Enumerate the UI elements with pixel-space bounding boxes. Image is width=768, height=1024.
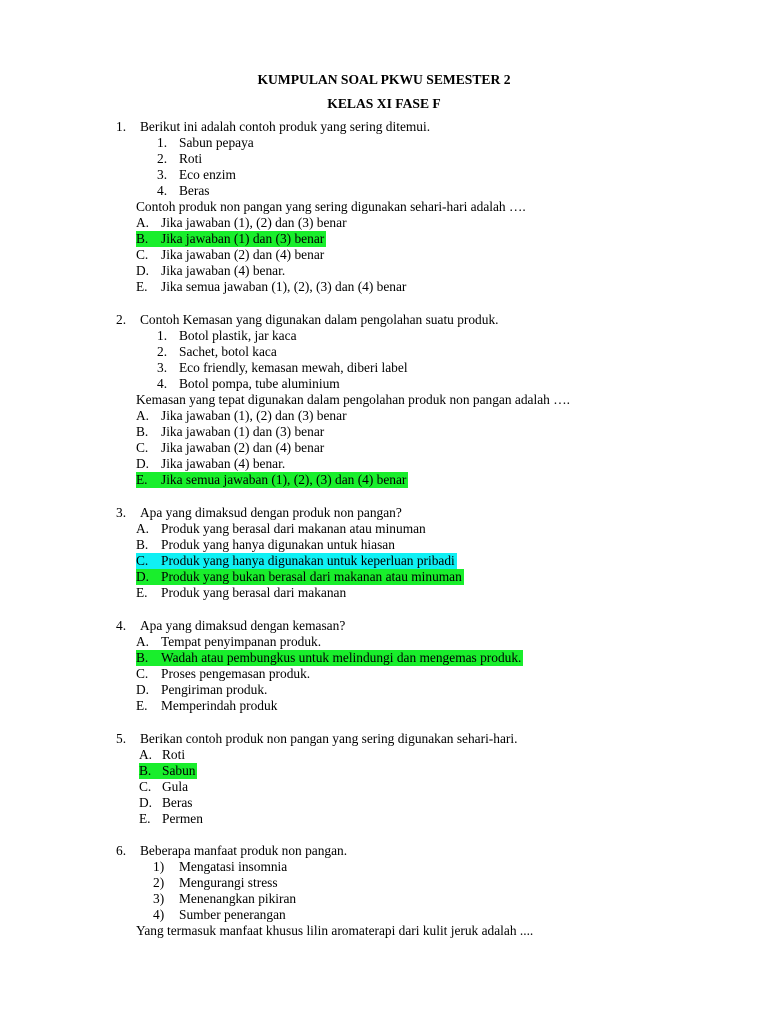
document-page: KUMPULAN SOAL PKWU SEMESTER 2 KELAS XI FASE F 1. Berikut ini adalah contoh produk yang sering ditemui. 1. Sabun pepaya 2. Roti 3. Eco enzim 4. Beras Contoh produk non pangan yang sering digunakan sehari-hari adalah …. A. Jika jawaban (1), (2) dan (3) benar B. Jika jawaban (1) dan (3) benar C. Jika jawaban (2) dan (4) benar D. Jika jawaban (4) benar. E. Jika semua jawaban (1), (2), (3) dan (4) benar 2. Contoh Kemasan yang digunakan dalam pengolahan suatu produk. 1. Botol plastik, jar kaca 2. Sachet, botol kaca 3. Eco friendly, kemasan mewah, diberi label 4. Botol pompa, tube aluminium Kemasan yang tepat digunakan dalam pengolahan produk non pangan adalah …. A. Jika jawaban (1), (2) dan (3) benar B. Jika jawaban (1) dan (3) benar C. Jika jawaban (2) dan (4) benar D. Jika jawaban (4) benar. E. Jika semua jawaban (1), (2), (3) dan (4) benar 3. Apa yang dimaksud dengan produk non pangan? A. Produk yang berasal dari makanan atau minuman B. Produk yang hanya digunakan untuk hiasan C. Produk yang hanya digunakan untuk keperluan pribadi D. Produk yang bukan berasal dari makanan atau minuman E. Produk yang berasal dari makanan 4. Apa yang dimaksud dengan kemasan? A. Tempat penyimpanan produk. B. Wadah atau pembungkus untuk melindungi dan mengemas produk. C. Proses pengemasan produk. D. Pengiriman produk. E. Memperindah produk 5. Berikan contoh produk non pangan yang sering digunakan sehari-hari. A. Roti B. Sabun C. Gula D. Beras E. Permen 6. Beberapa manfaat produk non pangan. 1) Mengatasi insomnia 2) Mengurangi stress 3) Menenangkan pikiran 4) Sumber penerangan Yang termasuk manfaat khusus lilin aromaterapi dari kulit jeruk adalah ....: [0, 0, 768, 1024]
answer-option: B. Sabun: [139, 763, 196, 778]
answer-option: D. Produk yang bukan berasal dari makanan atau minuman: [136, 569, 464, 585]
answer-option: C. Produk yang hanya digunakan untuk keperluan pribadi: [136, 553, 457, 569]
answer-option: E. Jika semua jawaban (1), (2), (3) dan (4) benar: [136, 472, 407, 487]
answer-option: B. Jika jawaban (1) dan (3) benar: [136, 231, 325, 246]
question-prompt: Yang termasuk manfaat khusus lilin aromaterapi dari kulit jeruk adalah ....: [136, 923, 534, 938]
document-subtitle: KELAS XI FASE F: [327, 96, 441, 111]
document-title: KUMPULAN SOAL PKWU SEMESTER 2: [257, 72, 511, 87]
question-prompt: Contoh produk non pangan yang sering digunakan sehari-hari adalah ….: [136, 199, 526, 214]
answer-option: B. Wadah atau pembungkus untuk melindungi dan mengemas produk.: [136, 650, 522, 665]
question-prompt: Kemasan yang tepat digunakan dalam pengolahan produk non pangan adalah ….: [136, 392, 570, 407]
